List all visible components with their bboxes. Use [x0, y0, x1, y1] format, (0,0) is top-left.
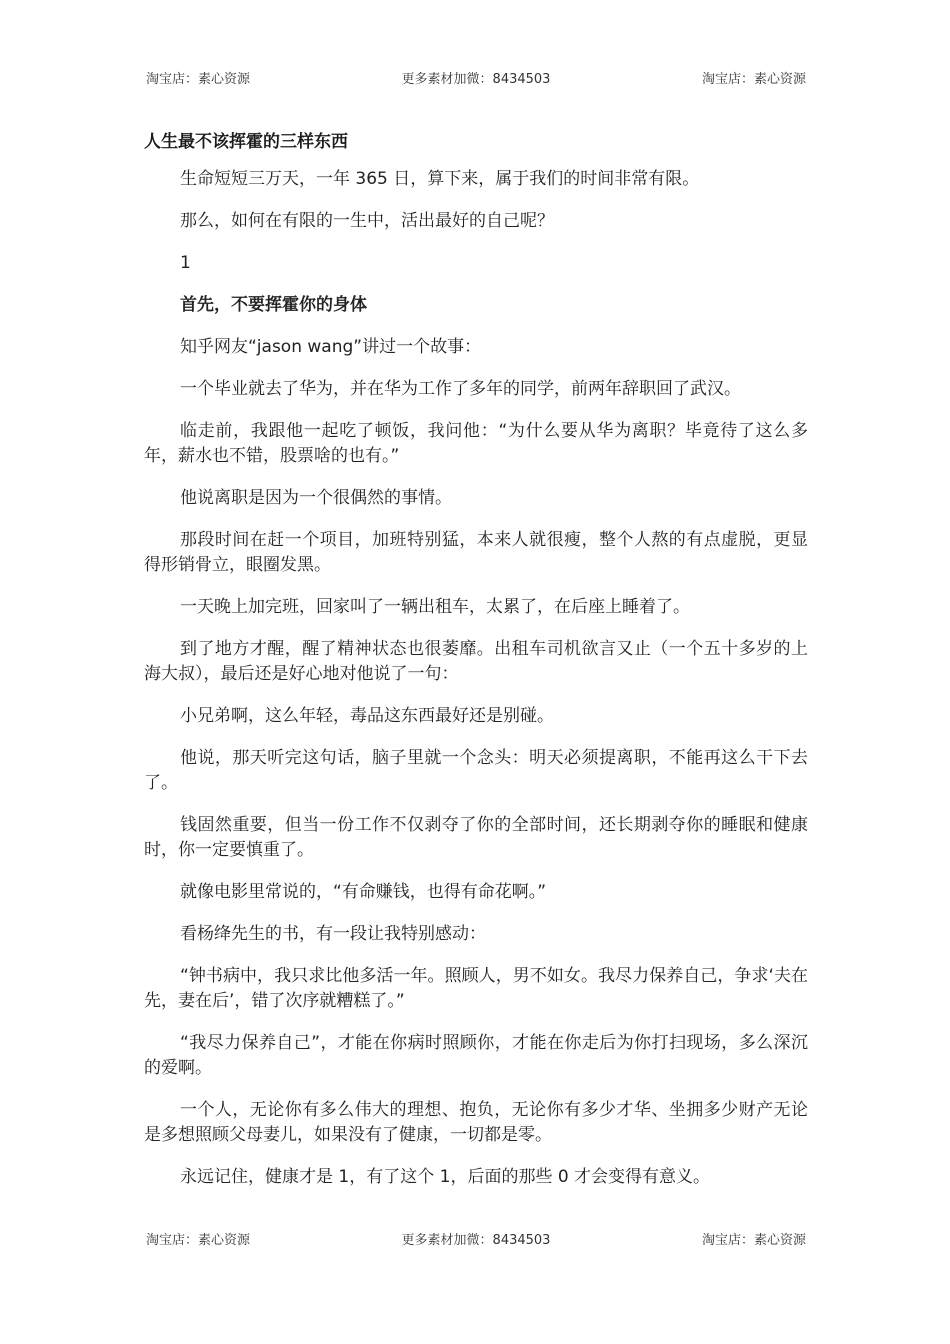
- page-footer: [146, 1228, 806, 1248]
- paragraph: 临走前，我跟他一起吃了顿饭，我问他：“为什么要从华为离职？毕竟待了这么多年，薪水也不错，股票啥的也有。”: [144, 421, 808, 466]
- paragraph: 钱固然重要，但当一份工作不仅剥夺了你的全部时间，还长期剥夺你的睡眠和健康时，你一定要慎重了。: [144, 815, 808, 860]
- header-left-text: 淘宝店：素心资源: [146, 71, 251, 87]
- paragraph: 到了地方才醒，醒了精神状态也很萎靡。出租车司机欲言又止（一个五十多岁的上海大叔），最后还是好心地对他说了一句：: [144, 639, 808, 684]
- paragraph: 一个毕业就去了华为，并在华为工作了多年的同学，前两年辞职回了武汉。: [180, 379, 741, 399]
- paragraph: 知乎网友“jason wang”讲过一个故事：: [180, 337, 482, 357]
- section-number: 1: [180, 253, 191, 273]
- footer-left-text: 淘宝店：素心资源: [146, 1232, 251, 1248]
- paragraph: 生命短短三万天，一年 365 日，算下来，属于我们的时间非常有限。: [180, 169, 700, 189]
- page-header: [146, 67, 806, 87]
- paragraph: 一天晚上加完班，回家叫了一辆出租车，太累了，在后座上睡着了。: [180, 597, 690, 617]
- footer-right-text: 淘宝店：素心资源: [701, 1232, 806, 1248]
- paragraph: 永远记住，健康才是 1，有了这个 1，后面的那些 0 才会变得有意义。: [180, 1167, 711, 1187]
- article-title: 人生最不该挥霍的三样东西: [144, 132, 348, 152]
- paragraph: 就像电影里常说的，“有命赚钱，也得有命花啊。”: [180, 882, 547, 902]
- paragraph: 他说，那天听完这句话，脑子里就一个念头：明天必须提离职，不能再这么干下去了。: [144, 748, 808, 793]
- header-center-text: 更多素材加微：8434503: [401, 71, 551, 87]
- paragraph: 他说离职是因为一个很偶然的事情。: [180, 488, 452, 508]
- section-heading: 首先，不要挥霍你的身体: [180, 295, 367, 315]
- paragraph: 那么，如何在有限的一生中，活出最好的自己呢？: [180, 211, 554, 231]
- quote-paragraph: “钟书病中，我只求比他多活一年。照顾人，男不如女。我尽力保养自己，争求‘夫在先，妻在后’，错了次序就糟糕了。”: [144, 966, 808, 1011]
- paragraph: “我尽力保养自己”，才能在你病时照顾你，才能在你走后为你打扫现场，多么深沉的爱啊。: [144, 1033, 808, 1078]
- paragraph: 看杨绛先生的书，有一段让我特别感动：: [180, 924, 486, 944]
- paragraph: 一个人，无论你有多么伟大的理想、抱负，无论你有多少才华、坐拥多少财产无论是多想照顾父母妻儿，如果没有了健康，一切都是零。: [144, 1100, 808, 1145]
- footer-center-text: 更多素材加微：8434503: [401, 1232, 551, 1248]
- article-body: [144, 167, 808, 1207]
- header-right-text: 淘宝店：素心资源: [701, 71, 806, 87]
- paragraph: 那段时间在赶一个项目，加班特别猛，本来人就很瘦，整个人熬的有点虚脱，更显得形销骨立，眼圈发黑。: [144, 530, 808, 575]
- paragraph: 小兄弟啊，这么年轻，毒品这东西最好还是别碰。: [180, 706, 554, 726]
